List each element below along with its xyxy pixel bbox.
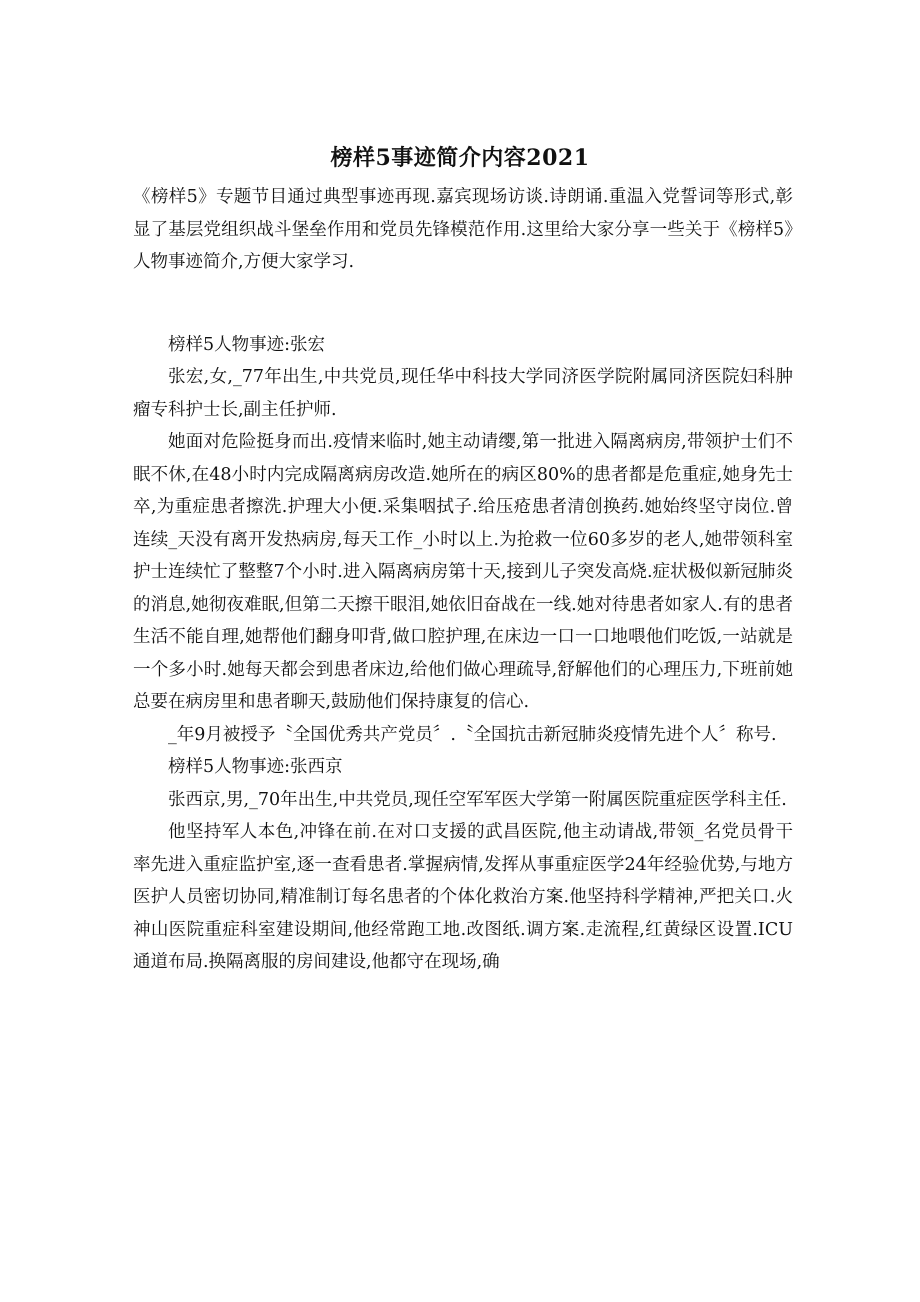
intro-paragraph: 《榜样5》专题节目通过典型事迹再现.嘉宾现场访谈.诗朗诵.重温入党誓词等形式,彰显了基层党组织战斗堡垒作用和党员先锋模范作用.这里给大家分享一些关于《榜样5》人物事迹简介,方便大家学习. — [133, 187, 793, 272]
document-title: 榜样5事迹简介内容2021 — [330, 145, 590, 171]
paragraph-zhang-hong-deeds: 她面对危险挺身而出.疫情来临时,她主动请缨,第一批进入隔离病房,带领护士们不眠不休,在48小时内完成隔离病房改造.她所在的病区80%的患者都是危重症,她身先士卒,为重症患者擦洗.护理大小便.采集咽拭子.给压疮患者清创换药.她始终坚守岗位.曾连续_天没有离开发热病房,每天工作_小时以上.为抢救一位60多岁的老人,她带领科室护士连续忙了整整7个小时.进入隔离病房第十天,接到儿子突发高烧.症状极似新冠肺炎的消息,她彻夜难眠,但第二天擦干眼泪,她依旧奋战在一线.她对待患者如家人.有的患者生活不能自理,她帮他们翻身叩背,做口腔护理,在床边一口一口地喂他们吃饭,一站就是一个多小时.她每天都会到患者床边,给他们做心理疏导,舒解他们的心理压力,下班前她总要在病房里和患者聊天,鼓励他们保持康复的信心. — [133, 432, 793, 712]
paragraph-gap — [133, 279, 793, 329]
paragraph-zhang-xijing-deeds: 他坚持军人本色,冲锋在前.在对口支援的武昌医院,他主动请战,带领_名党员骨干率先进入重症监护室,逐一查看患者.掌握病情,发挥从事重症医学24年经验优势,与地方医护人员密切协同,精准制订每名患者的个体化救治方案.他坚持科学精神,严把关口.火神山医院重症科室建设期间,他经常跑工地.改图纸.调方案.走流程,红黄绿区设置.ICU通道布局.换隔离服的房间建设,他都守在现场,确 — [133, 822, 793, 972]
section-heading-zhang-xijing: 榜样5人物事迹:张西京 — [168, 757, 343, 777]
paragraph-zhang-xijing-bio: 张西京,男,_70年出生,中共党员,现任空军军医大学第一附属医院重症医学科主任. — [168, 789, 787, 810]
paragraph-zhang-hong-honors: _年9月被授予〝全国优秀共产党员〞.〝全国抗击新冠肺炎疫情先进个人〞称号. — [168, 724, 777, 745]
paragraph-zhang-hong-bio: 张宏,女,_77年出生,中共党员,现任华中科技大学同济医学院附属同济医院妇科肿瘤专科护士长,副主任护师. — [133, 367, 793, 420]
document-body — [133, 181, 793, 979]
section-heading-zhang-hong: 榜样5人物事迹:张宏 — [168, 334, 326, 355]
